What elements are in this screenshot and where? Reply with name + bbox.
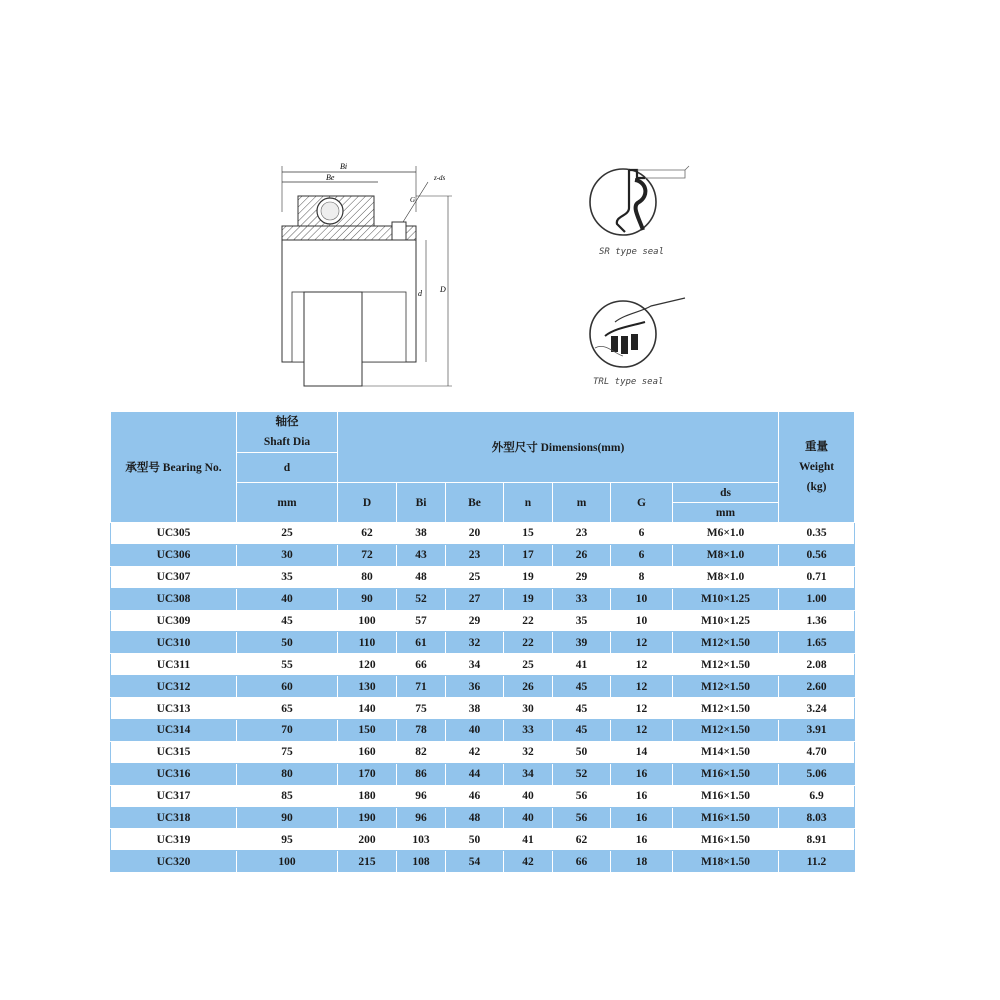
- cell-m: 26: [553, 544, 611, 566]
- header-shaft-dia: [237, 412, 338, 453]
- cell-shaft-d: 50: [237, 632, 338, 654]
- cell-G: 8: [611, 566, 673, 588]
- cell-ds: M8×1.0: [673, 544, 779, 566]
- header-shaft-cn: 轴径: [275, 416, 299, 428]
- header-shaft-en: Shaft Dia: [263, 436, 311, 448]
- cell-shaft-d: 35: [237, 566, 338, 588]
- cell-ds: M18×1.50: [673, 851, 779, 873]
- cell-Be: 36: [446, 676, 504, 698]
- cell-G: 16: [611, 829, 673, 851]
- cell-n: 22: [504, 632, 553, 654]
- cell-n: 40: [504, 807, 553, 829]
- cell-model: UC312: [111, 676, 237, 698]
- cell-Bi: 96: [397, 807, 446, 829]
- header-D: D: [338, 483, 397, 523]
- cell-weight: 0.56: [779, 544, 855, 566]
- cell-n: 25: [504, 654, 553, 676]
- cell-Bi: 103: [397, 829, 446, 851]
- cell-model: UC320: [111, 851, 237, 873]
- cell-model: UC315: [111, 741, 237, 763]
- cell-n: 34: [504, 763, 553, 785]
- cell-ds: M16×1.50: [673, 763, 779, 785]
- cell-n: 19: [504, 588, 553, 610]
- cell-G: 12: [611, 632, 673, 654]
- cell-shaft-d: 60: [237, 676, 338, 698]
- cell-weight: 5.06: [779, 763, 855, 785]
- spec-table-body: [111, 523, 855, 873]
- cell-n: 26: [504, 676, 553, 698]
- cell-Bi: 52: [397, 588, 446, 610]
- cell-G: 12: [611, 720, 673, 742]
- D-dim-label: D: [440, 285, 446, 294]
- cell-Be: 29: [446, 610, 504, 632]
- cell-G: 14: [611, 741, 673, 763]
- header-shaft-symbol: d: [237, 453, 338, 483]
- cell-n: 30: [504, 698, 553, 720]
- cell-Be: 48: [446, 807, 504, 829]
- cell-Bi: 71: [397, 676, 446, 698]
- table-row: [111, 654, 855, 676]
- cell-shaft-d: 85: [237, 785, 338, 807]
- cell-D: 150: [338, 720, 397, 742]
- header-shaft-unit: mm: [237, 483, 338, 523]
- header-dimensions: 外型尺寸 Dimensions(mm): [338, 412, 779, 483]
- cell-m: 33: [553, 588, 611, 610]
- cell-D: 110: [338, 632, 397, 654]
- cell-weight: 1.65: [779, 632, 855, 654]
- cell-D: 100: [338, 610, 397, 632]
- bearing-spec-table: [110, 411, 855, 873]
- header-Be: Be: [446, 483, 504, 523]
- cell-shaft-d: 30: [237, 544, 338, 566]
- cell-weight: 3.24: [779, 698, 855, 720]
- trl-seal-svg: [585, 292, 695, 392]
- cell-model: UC314: [111, 720, 237, 742]
- cell-m: 45: [553, 676, 611, 698]
- header-weight-unit: (kg): [806, 481, 827, 493]
- cell-D: 180: [338, 785, 397, 807]
- cell-D: 90: [338, 588, 397, 610]
- cell-Bi: 43: [397, 544, 446, 566]
- table-row: [111, 829, 855, 851]
- cell-Bi: 108: [397, 851, 446, 873]
- cell-model: UC311: [111, 654, 237, 676]
- cell-Bi: 66: [397, 654, 446, 676]
- cell-G: 10: [611, 588, 673, 610]
- table-row: [111, 610, 855, 632]
- cell-Be: 46: [446, 785, 504, 807]
- cell-D: 200: [338, 829, 397, 851]
- cell-D: 160: [338, 741, 397, 763]
- sr-seal-svg: [585, 160, 695, 265]
- cell-D: 80: [338, 566, 397, 588]
- cell-n: 19: [504, 566, 553, 588]
- cell-Be: 32: [446, 632, 504, 654]
- cell-model: UC318: [111, 807, 237, 829]
- header-m: m: [553, 483, 611, 523]
- cell-n: 22: [504, 610, 553, 632]
- cell-weight: 11.2: [779, 851, 855, 873]
- cell-Be: 44: [446, 763, 504, 785]
- cell-weight: 8.91: [779, 829, 855, 851]
- cell-D: 215: [338, 851, 397, 873]
- cell-shaft-d: 45: [237, 610, 338, 632]
- cell-m: 45: [553, 698, 611, 720]
- cell-G: 16: [611, 763, 673, 785]
- cell-model: UC310: [111, 632, 237, 654]
- cell-D: 72: [338, 544, 397, 566]
- cell-m: 23: [553, 523, 611, 545]
- table-row: [111, 763, 855, 785]
- cell-shaft-d: 80: [237, 763, 338, 785]
- cell-G: 12: [611, 654, 673, 676]
- cell-ds: M6×1.0: [673, 523, 779, 545]
- g-dim-label: G: [410, 196, 416, 204]
- table-row: [111, 785, 855, 807]
- cell-shaft-d: 40: [237, 588, 338, 610]
- cell-ds: M8×1.0: [673, 566, 779, 588]
- cell-Bi: 78: [397, 720, 446, 742]
- cell-G: 16: [611, 785, 673, 807]
- d-dim-label: d: [418, 289, 422, 298]
- cell-weight: 0.35: [779, 523, 855, 545]
- cell-m: 66: [553, 851, 611, 873]
- cell-weight: 1.00: [779, 588, 855, 610]
- cell-ds: M16×1.50: [673, 785, 779, 807]
- cell-ds: M12×1.50: [673, 654, 779, 676]
- cell-n: 42: [504, 851, 553, 873]
- cell-ds: M10×1.25: [673, 610, 779, 632]
- cell-shaft-d: 65: [237, 698, 338, 720]
- cell-weight: 2.60: [779, 676, 855, 698]
- zds-dim-label: z-ds: [434, 174, 446, 182]
- cell-G: 12: [611, 698, 673, 720]
- cell-D: 170: [338, 763, 397, 785]
- cell-ds: M12×1.50: [673, 632, 779, 654]
- cell-m: 52: [553, 763, 611, 785]
- header-weight: [779, 412, 855, 523]
- cell-ds: M12×1.50: [673, 698, 779, 720]
- header-bearing-no: 承型号 Bearing No.: [111, 412, 237, 523]
- cell-model: UC307: [111, 566, 237, 588]
- table-row: [111, 807, 855, 829]
- cell-D: 62: [338, 523, 397, 545]
- cell-weight: 8.03: [779, 807, 855, 829]
- cell-Be: 54: [446, 851, 504, 873]
- cell-model: UC309: [111, 610, 237, 632]
- cell-model: UC306: [111, 544, 237, 566]
- cell-weight: 0.71: [779, 566, 855, 588]
- sr-seal-caption: SR type seal: [599, 247, 665, 257]
- cell-weight: 2.08: [779, 654, 855, 676]
- header-Bi: Bi: [397, 483, 446, 523]
- cell-weight: 3.91: [779, 720, 855, 742]
- cell-Bi: 96: [397, 785, 446, 807]
- cell-shaft-d: 95: [237, 829, 338, 851]
- be-dim-label: Be: [326, 173, 335, 182]
- cell-shaft-d: 75: [237, 741, 338, 763]
- cell-G: 10: [611, 610, 673, 632]
- cell-ds: M14×1.50: [673, 741, 779, 763]
- cell-model: UC308: [111, 588, 237, 610]
- cell-Be: 42: [446, 741, 504, 763]
- header-weight-en: Weight: [798, 461, 835, 473]
- table-row: [111, 720, 855, 742]
- cell-D: 120: [338, 654, 397, 676]
- cell-D: 140: [338, 698, 397, 720]
- cell-Bi: 57: [397, 610, 446, 632]
- header-G: G: [611, 483, 673, 523]
- cell-Bi: 86: [397, 763, 446, 785]
- sr-seal-diagram: [585, 160, 695, 265]
- cell-shaft-d: 25: [237, 523, 338, 545]
- bearing-drawing-svg: [268, 152, 468, 402]
- cell-weight: 6.9: [779, 785, 855, 807]
- cell-model: UC313: [111, 698, 237, 720]
- table-row: [111, 566, 855, 588]
- cell-D: 130: [338, 676, 397, 698]
- table-row: [111, 741, 855, 763]
- table-row: [111, 632, 855, 654]
- cell-weight: 4.70: [779, 741, 855, 763]
- cell-weight: 1.36: [779, 610, 855, 632]
- cell-n: 41: [504, 829, 553, 851]
- cell-Bi: 38: [397, 523, 446, 545]
- cell-model: UC305: [111, 523, 237, 545]
- cell-m: 62: [553, 829, 611, 851]
- cell-m: 56: [553, 785, 611, 807]
- cell-ds: M12×1.50: [673, 676, 779, 698]
- bearing-cross-section-drawing: [268, 152, 468, 402]
- cell-m: 41: [553, 654, 611, 676]
- trl-seal-caption: TRL type seal: [593, 377, 664, 387]
- cell-Be: 20: [446, 523, 504, 545]
- cell-Bi: 75: [397, 698, 446, 720]
- cell-m: 56: [553, 807, 611, 829]
- bi-dim-label: Bi: [340, 162, 348, 171]
- cell-shaft-d: 55: [237, 654, 338, 676]
- cell-G: 16: [611, 807, 673, 829]
- trl-seal-diagram: [585, 292, 695, 392]
- header-ds: ds: [673, 483, 779, 503]
- cell-Be: 50: [446, 829, 504, 851]
- header-ds-unit: mm: [673, 503, 779, 523]
- cell-n: 32: [504, 741, 553, 763]
- table-row: [111, 588, 855, 610]
- cell-shaft-d: 70: [237, 720, 338, 742]
- cell-m: 50: [553, 741, 611, 763]
- cell-G: 18: [611, 851, 673, 873]
- cell-n: 40: [504, 785, 553, 807]
- table-row: [111, 676, 855, 698]
- cell-n: 17: [504, 544, 553, 566]
- table-row: [111, 523, 855, 545]
- cell-ds: M12×1.50: [673, 720, 779, 742]
- cell-ds: M16×1.50: [673, 807, 779, 829]
- cell-model: UC317: [111, 785, 237, 807]
- cell-m: 45: [553, 720, 611, 742]
- cell-shaft-d: 100: [237, 851, 338, 873]
- cell-Be: 27: [446, 588, 504, 610]
- cell-m: 35: [553, 610, 611, 632]
- cell-Be: 23: [446, 544, 504, 566]
- cell-m: 39: [553, 632, 611, 654]
- cell-m: 29: [553, 566, 611, 588]
- cell-Be: 38: [446, 698, 504, 720]
- cell-D: 190: [338, 807, 397, 829]
- cell-G: 6: [611, 523, 673, 545]
- header-weight-cn: 重量: [805, 441, 829, 453]
- cell-Be: 34: [446, 654, 504, 676]
- cell-n: 33: [504, 720, 553, 742]
- cell-Bi: 61: [397, 632, 446, 654]
- cell-model: UC316: [111, 763, 237, 785]
- cell-shaft-d: 90: [237, 807, 338, 829]
- header-n: n: [504, 483, 553, 523]
- cell-Be: 25: [446, 566, 504, 588]
- table-row: [111, 544, 855, 566]
- cell-n: 15: [504, 523, 553, 545]
- cell-ds: M10×1.25: [673, 588, 779, 610]
- cell-ds: M16×1.50: [673, 829, 779, 851]
- table-row: [111, 851, 855, 873]
- cell-G: 6: [611, 544, 673, 566]
- table-row: [111, 698, 855, 720]
- cell-Bi: 48: [397, 566, 446, 588]
- cell-G: 12: [611, 676, 673, 698]
- cell-Be: 40: [446, 720, 504, 742]
- cell-model: UC319: [111, 829, 237, 851]
- cell-Bi: 82: [397, 741, 446, 763]
